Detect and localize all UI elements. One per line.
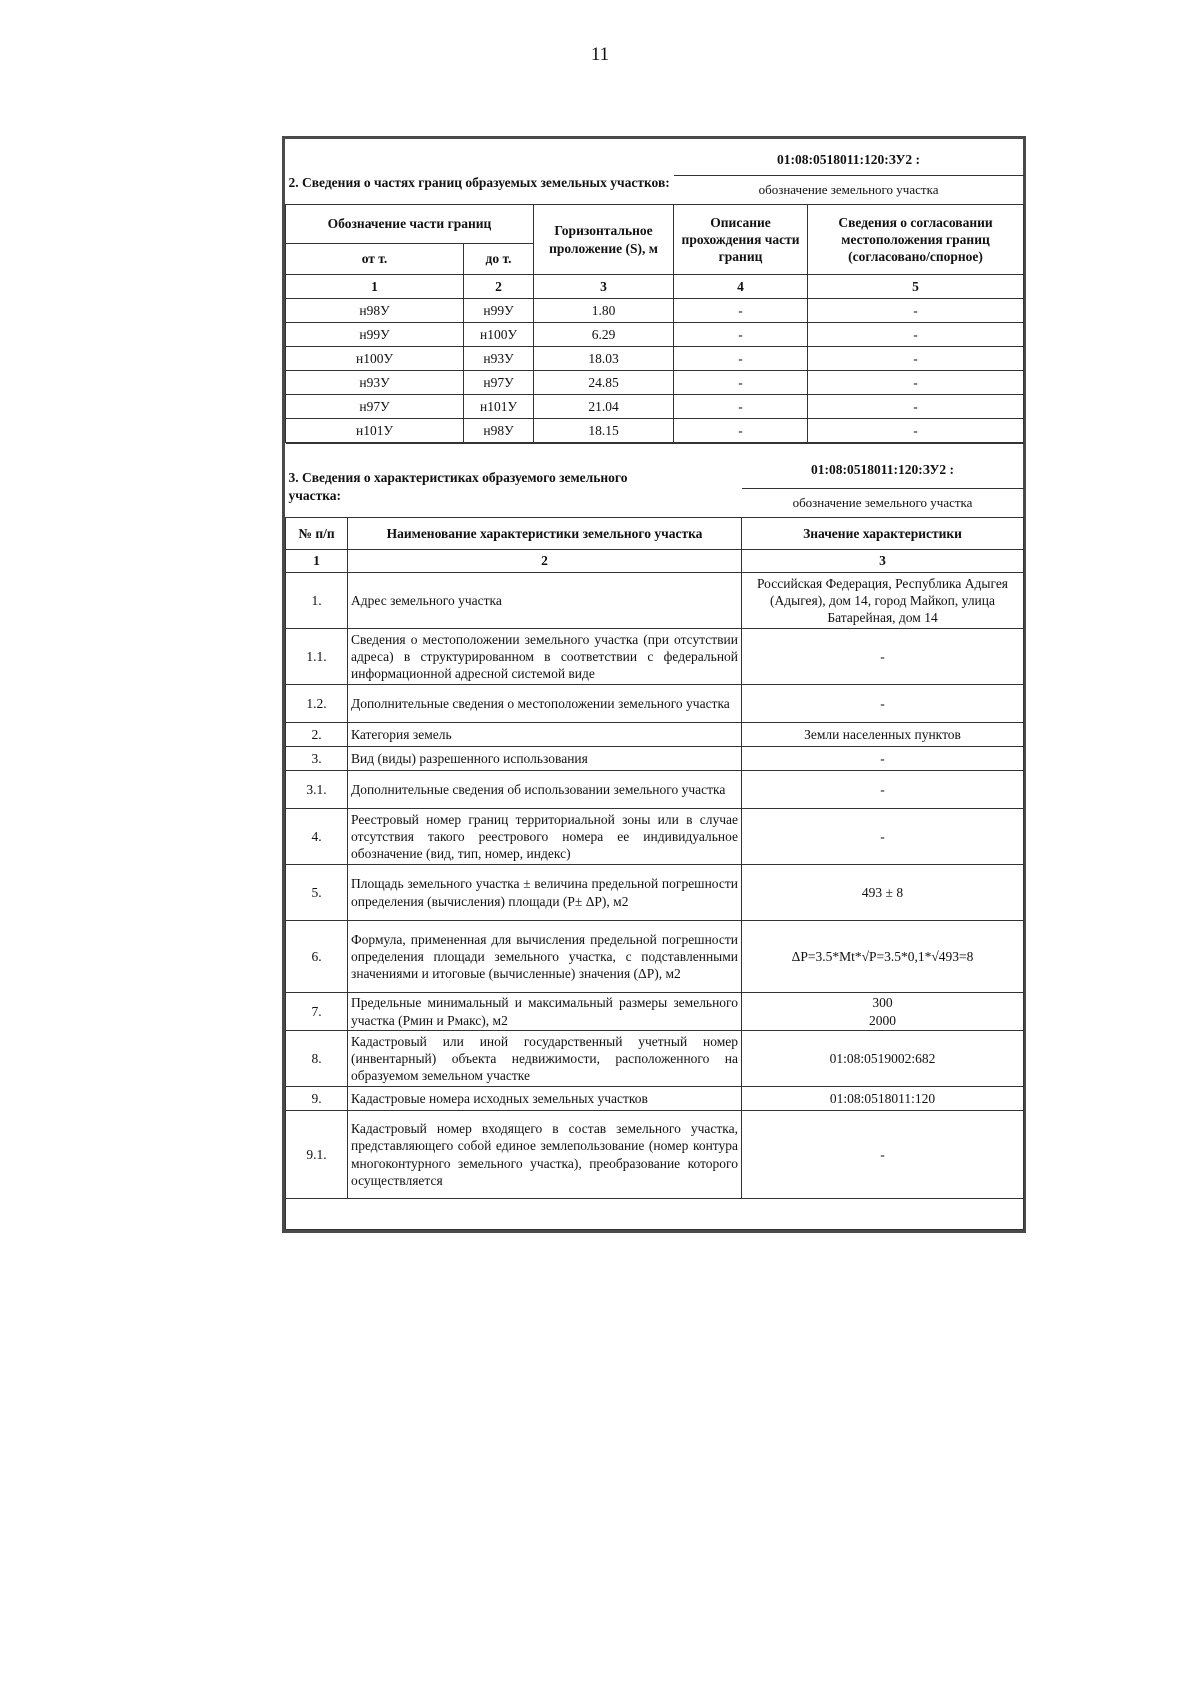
to-point: н97У [464,371,534,395]
table-row [286,771,1024,809]
horizontal-length: 1.80 [534,299,674,323]
characteristic-value: - [742,1111,1024,1199]
column-number-row [286,550,1024,573]
empty-footer-row [286,1199,1024,1230]
header-horizontal: Горизонтальное проложение (S), м [534,205,674,275]
col-number: 1 [286,275,464,299]
agreement-cell: - [808,323,1024,347]
horizontal-length: 6.29 [534,323,674,347]
from-point: н101У [286,419,464,443]
characteristic-name: Предельные минимальный и максимальный размеры земельного участка (Pмин и Pмакс), м2 [348,993,742,1031]
header-parts: Обозначение части границ [286,205,534,244]
section3-code-caption: обозначение земельного участка [742,489,1024,518]
header-to: до т. [464,244,534,275]
agreement-cell: - [808,299,1024,323]
characteristic-name: Формула, примененная для вычисления предельной погрешности определения площади земельного участка, с подставленными значениями и итоговые (вычисленные) значения (ΔP), м2 [348,921,742,993]
horizontal-length: 18.03 [534,347,674,371]
from-point: н97У [286,395,464,419]
section2-code-caption: обозначение земельного участка [674,176,1024,205]
characteristic-name: Кадастровый или иной государственный учетный номер (инвентарный) объекта недвижимости, расположенного на образуемом земельном участке [348,1031,742,1087]
section3-plot-code: 01:08:0518011:120:ЗУ2 : [810,462,955,478]
description-cell: - [674,299,808,323]
from-point: н93У [286,371,464,395]
row-number: 7. [286,993,348,1031]
horizontal-length: 18.15 [534,419,674,443]
characteristic-name: Дополнительные сведения об использовании земельного участка [348,771,742,809]
characteristic-value: 300 2000 [742,993,1024,1031]
table-row [286,419,1024,443]
agreement-cell: - [808,347,1024,371]
characteristic-value: - [742,629,1024,685]
characteristic-name: Категория земель [348,723,742,747]
table-row [286,921,1024,993]
table-row [286,395,1024,419]
characteristic-value: - [742,809,1024,865]
characteristic-name: Площадь земельного участка ± величина предельной погрешности определения (вычисления) площади (P± ΔP), м2 [348,865,742,921]
to-point: н100У [464,323,534,347]
table-row [286,747,1024,771]
characteristic-name: Кадастровые номера исходных земельных участков [348,1087,742,1111]
description-cell: - [674,419,808,443]
header-from: от т. [286,244,464,275]
to-point: н99У [464,299,534,323]
to-point: н93У [464,347,534,371]
table-row [286,347,1024,371]
table-row [286,1111,1024,1199]
section3-header [286,444,1024,489]
characteristic-value: - [742,685,1024,723]
col-number: 3 [534,275,674,299]
characteristic-value: - [742,771,1024,809]
row-number: 5. [286,865,348,921]
header-description: Описание прохождения части границ [674,205,808,275]
from-point: н98У [286,299,464,323]
characteristic-name: Вид (виды) разрешенного использования [348,747,742,771]
column-number-row [286,275,1024,299]
row-number: 4. [286,809,348,865]
table-row [286,299,1024,323]
characteristic-value: - [742,747,1024,771]
characteristic-name: Реестровый номер границ территориальной зоны или в случае отсутствия такого реестрового номера ее индивидуальное обозначение (вид, тип, номер, индекс) [348,809,742,865]
table-header-row [286,518,1024,550]
table-row [286,809,1024,865]
col-number: 3 [742,550,1024,573]
table-row [286,371,1024,395]
section3-title: 3. Сведения о характеристиках образуемого земельного участка: [288,470,628,503]
row-number: 9. [286,1087,348,1111]
characteristic-value: Российская Федерация, Республика Адыгея (Адыгея), дом 14, город Майкоп, улица Батарейная, дом 14 [742,573,1024,629]
header-value: Значение характеристики [742,518,1024,550]
description-cell: - [674,347,808,371]
row-number: 1.1. [286,629,348,685]
table-header-row [286,205,1024,244]
to-point: н101У [464,395,534,419]
col-number: 2 [348,550,742,573]
description-cell: - [674,323,808,347]
characteristic-value: 493 ± 8 [742,865,1024,921]
row-number: 3.1. [286,771,348,809]
table-row [286,1087,1024,1111]
page-number: 11 [590,44,610,65]
row-number: 3. [286,747,348,771]
to-point: н98У [464,419,534,443]
characteristic-value: 01:08:0519002:682 [742,1031,1024,1087]
from-point: н100У [286,347,464,371]
table-row [286,685,1024,723]
description-cell: - [674,371,808,395]
table-row [286,629,1024,685]
characteristic-value: ΔP=3.5*Mt*√P=3.5*0,1*√493=8 [742,921,1024,993]
section2-plot-code: 01:08:0518011:120:ЗУ2 : [777,152,921,168]
characteristic-name: Дополнительные сведения о местоположении земельного участка [348,685,742,723]
section2-header [286,139,1024,176]
col-number: 1 [286,550,348,573]
empty-cell [286,1199,1024,1230]
col-number: 5 [808,275,1024,299]
header-agreement: Сведения о согласовании местоположения границ (согласовано/спорное) [808,205,1024,275]
row-number: 1.2. [286,685,348,723]
characteristic-name: Сведения о местоположении земельного участка (при отсутствии адреса) в структурированном в соответствии с федеральной информационной адресной системой виде [348,629,742,685]
table-row [286,865,1024,921]
agreement-cell: - [808,419,1024,443]
col-number: 4 [674,275,808,299]
row-number: 6. [286,921,348,993]
table-row [286,723,1024,747]
plot-characteristics-table [285,443,1024,1230]
agreement-cell: - [808,395,1024,419]
horizontal-length: 21.04 [534,395,674,419]
row-number: 9.1. [286,1111,348,1199]
horizontal-length: 24.85 [534,371,674,395]
description-cell: - [674,395,808,419]
characteristic-name: Кадастровый номер входящего в состав земельного участка, представляющего собой единое землепользование (номер контура многоконтурного земельного участка), преобразование которого осуществляется [348,1111,742,1199]
row-number: 2. [286,723,348,747]
form-sheet [282,136,1026,1233]
agreement-cell: - [808,371,1024,395]
section2-title: 2. Сведения о частях границ образуемых земельных участков: [288,174,670,190]
characteristic-value: Земли населенных пунктов [742,723,1024,747]
characteristic-name: Адрес земельного участка [348,573,742,629]
from-point: н99У [286,323,464,347]
table-row [286,1031,1024,1087]
table-row [286,323,1024,347]
row-number: 1. [286,573,348,629]
characteristic-value: 01:08:0518011:120 [742,1087,1024,1111]
col-number: 2 [464,275,534,299]
table-row [286,573,1024,629]
table-row [286,993,1024,1031]
boundary-parts-table [285,139,1024,443]
header-name: Наименование характеристики земельного участка [348,518,742,550]
row-number: 8. [286,1031,348,1087]
header-number: № п/п [286,518,348,550]
